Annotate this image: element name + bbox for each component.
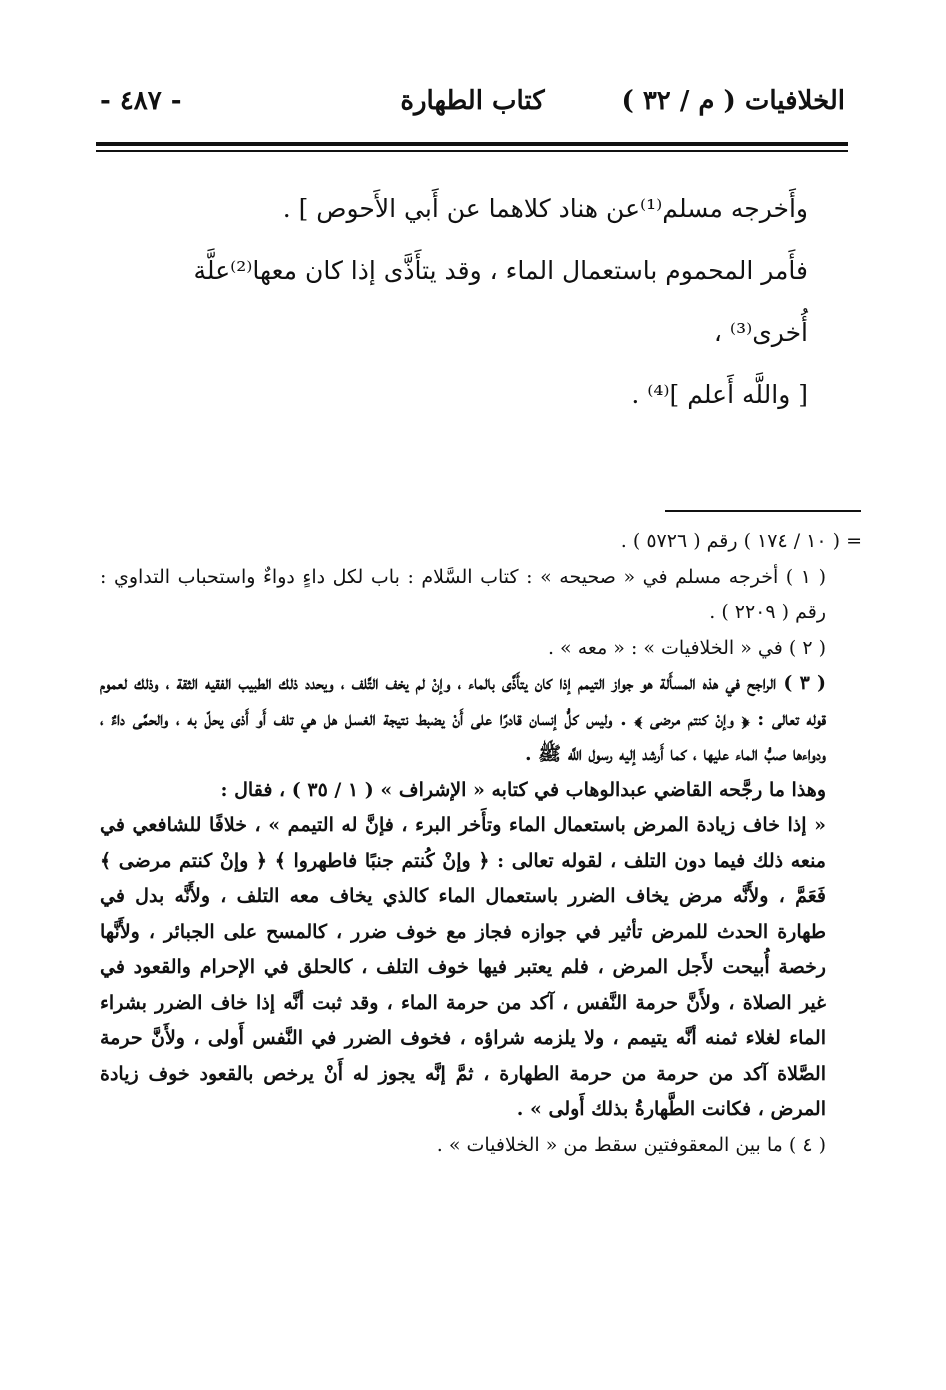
- footnote-separator: [665, 510, 861, 512]
- main-line: فأَمر المحموم باستعمال الماء ، وقد يتأَذَّى إذا كان معها⁽²⁾علَّة أُخرى⁽³⁾ ،: [193, 256, 808, 347]
- footnote-3: ( ٣ ) الراجح في هذه المسأَلة هو جواز التيمم إذا كان يتأَذَّى بالماء ، وإنْ لم يخف التَّلف ، ويحدد ذلك الطبيب الفقيه الثقة ، وذلك لعموم قوله تعالى : ﴿ وإنْ كنتم مرضى ﴾ . وليس كلُّ إنسان قادرًا على أَنْ يضبط نتيجة الغسل هل هي تلف أَو أَذى يحلّ به ، والحمَّى داءٌ ، ودواءها صبُّ الماء عليها ، كما أَرشد إليه رسول اللَّه ﷺ .: [100, 672, 827, 765]
- footnote-3-quote-intro: وهذا ما رجَّحه القاضي عبدالوهاب في كتابه « الإشراف » ( ١ / ٣٥ ) ، فقال :: [220, 778, 826, 801]
- header-rule-thin: [96, 150, 848, 152]
- book-title: الخلافيات ( م / ٣٢ ): [621, 86, 845, 116]
- section-title: كتاب الطهارة: [400, 86, 545, 116]
- footnote-2: ( ٢ ) في « الخلافيات » : « معه » .: [547, 636, 826, 659]
- main-line: [ واللَّه أَعلم ]⁽⁴⁾ .: [631, 380, 808, 409]
- footnote-continuation: = ( ١٠ / ١٧٤ ) رقم ( ٥٧٢٦ ) .: [620, 530, 862, 552]
- footnote-4: ( ٤ ) ما بين المعقوفتين سقط من « الخلافيات » .: [436, 1133, 826, 1156]
- main-text: [108, 178, 808, 426]
- footnotes: [100, 524, 862, 1163]
- page-number: - ٤٨٧ -: [100, 86, 182, 116]
- footnote-1: ( ١ ) أخرجه مسلم في « صحيحه » : كتاب السَّلام : باب لكل داءٍ دواءٌ واستحباب التداوي : رقم ( ٢٢٠٩ ) .: [100, 565, 827, 623]
- main-line: وأَخرجه مسلم⁽¹⁾عن هناد كلاهما عن أَبي الأَحوص ] .: [282, 194, 808, 223]
- footnote-3-quote: « إذا خاف زيادة المرض باستعمال الماء وتأَخر البرء ، فإنَّ له التيمم » ، خلافًا للشافعي في منعه ذلك فيما دون التلف ، لقوله تعالى : ﴿ وإنْ كُنتم جنبًا فاطهروا ﴾ ﴿ وإنْ كنتم مرضى ﴾ فَعَمَّ ، ولأَنَّه مرض يخاف الضرر باستعمال الماء كالذي يخاف معه التلف ، ولأَنَّه بدل في طهارة الحدث للمرض تأثير في جوازه فجاز مع خوف ضرر ، كالمسح على الجبائر ، ولأَنَّها رخصة أُبيحت لأَجل المرض ، فلم يعتبر فيها خوف التلف ، كالحلق في الإحرام والقعود في غير الصلاة ، ولأَنَّ حرمة النَّفس ، آكد من حرمة الماء ، وقد ثبت أنَّه إذا خاف الضرر بشراء الماء لغلاء ثمنه أنَّه يتيمم ، ولا يلزمه شراؤه ، فخوف الضرر في النَّفس أَولى ، ولأَنَّ حرمة الصَّلاة آكد من حرمة من حرمة الطهارة ، ثمَّ إنَّه يجوز له أَنْ يرخص بالقعود خوف زيادة المرض ، فكانت الطَّهارةُ بذلك أَولى » .: [100, 814, 826, 1120]
- running-header: [100, 86, 845, 132]
- header-rule-thick: [96, 142, 848, 146]
